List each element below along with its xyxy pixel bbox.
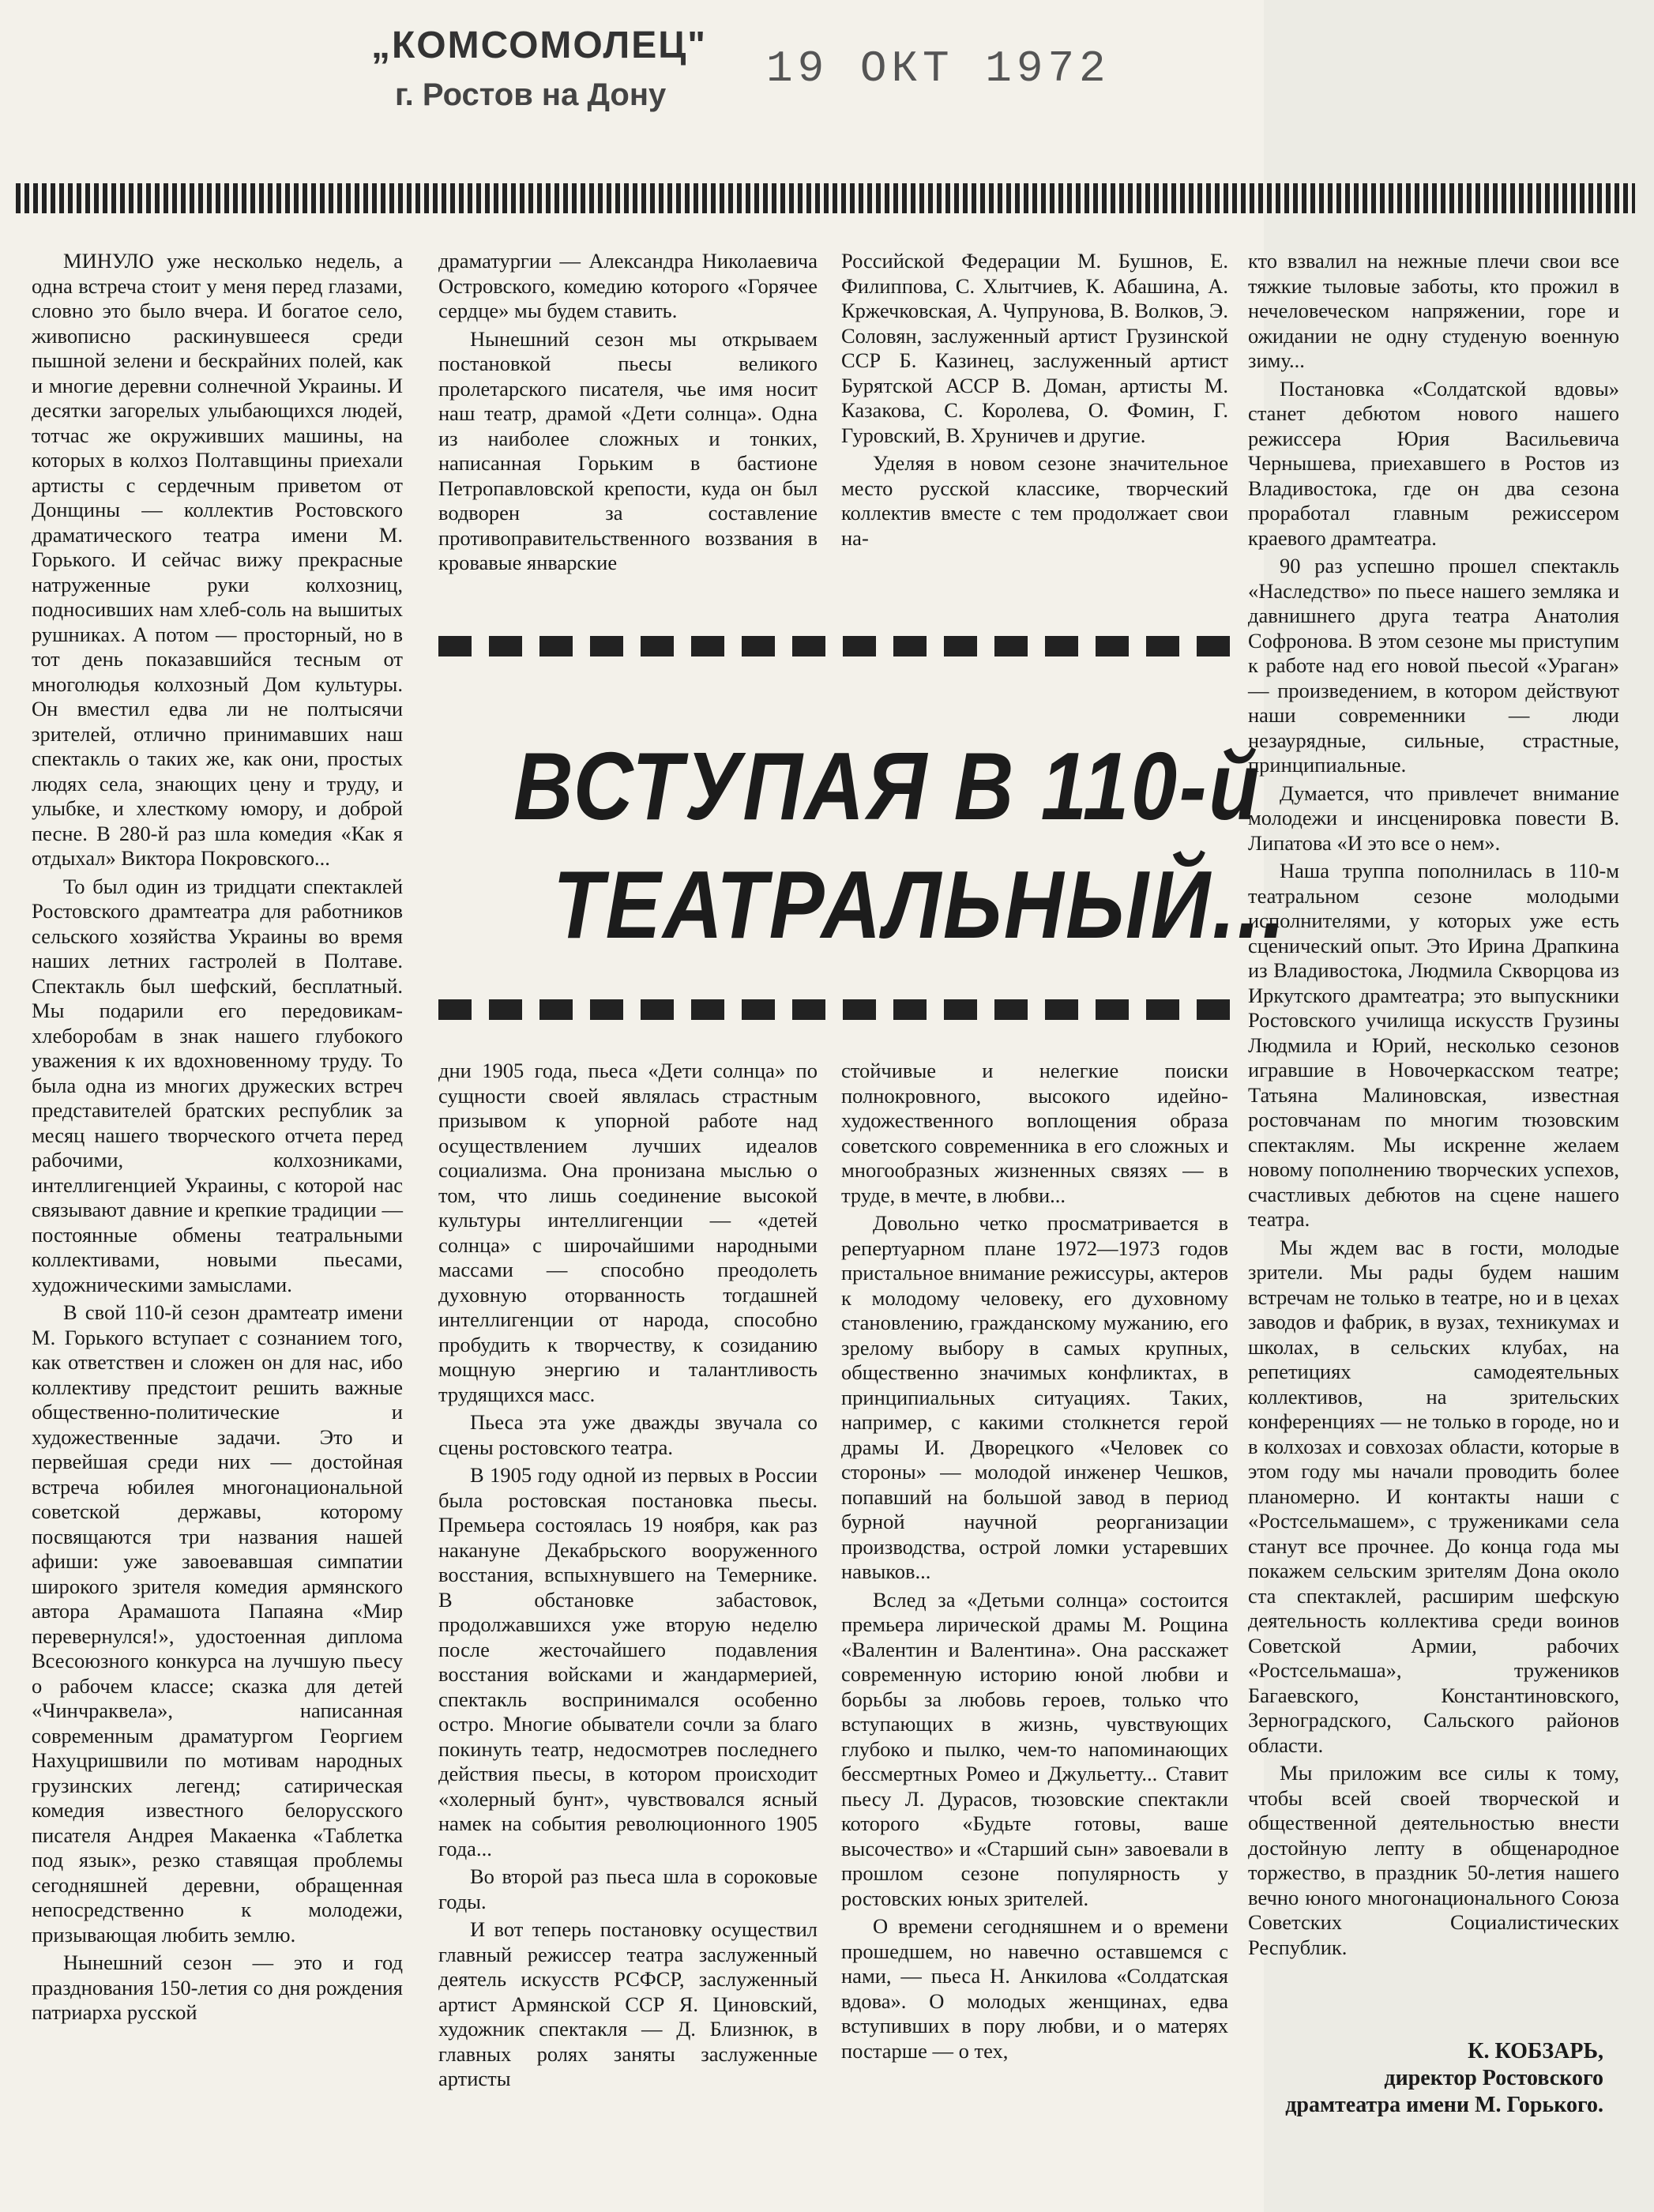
date-stamp: 19 ОКТ 1972 [766,43,1111,94]
headline-line-2: ТЕАТРАЛЬНЫЙ... [553,851,1287,958]
article-column-2-top [438,249,818,579]
paragraph: Во второй раз пьеса шла в сороковые годы. [438,1864,818,1913]
paragraph: И вот теперь постановку осуществил главный режиссер театра заслуженный деятель искусств РСФСР, заслуженный артист Армянской ССР Я. Циновский, художник спектакля — Д. Близнюк, в главных ролях заняты заслуженные артисты [438,1917,818,2090]
article-column-3-top [841,249,1228,554]
paragraph: В 1905 году одной из первых в России была ростовская постановка пьесы. Премьера состоялась 19 ноября, как раз накануне Декабрьского вооруженного восстания, вспыхнувшего на Темернике. В обстановке забастовок, продолжавшихся уже вторую неделю после жесточайшего подавления восстания войсками и жандармерией, спектакль воспринимался особенно остро. Многие обыватели сочли за благо покинуть театр, недосмотрев последнего действия пьесы, в котором происходит «холерный бунт», чувствовался ясный намек на события революционного 1905 года... [438,1463,818,1860]
newspaper-name: „КОМСОМОЛЕЦ" [371,24,708,66]
author-signature [1280,2038,1603,2119]
article-column-2-bottom [438,1059,818,2095]
paragraph: Мы приложим все силы к тому, чтобы всей своей творческой и общественной деятельностью внести достойную лепту в общенародное торжество, в праздник 50-летия нашего вечно юного многонационального Союза Советских Социалистических Республик. [1248,1761,1619,1959]
paragraph: Нынешний сезон — это и год празднования 150-летия со дня рождения патриарха русской [32,1951,403,2024]
paragraph: МИНУЛО уже несколько недель, а одна встреча стоит у меня перед глазами, словно это было вчера. И богатое село, живописно раскинувшееся среди пышной зелени и бескрайних полей, как и многие деревни солнечной Украины. И десятки загорелых улыбающихся людей, тотчас же окруживших машины, на которых в колхоз Полтавщины приехали артисты с сердечным приветом от Донщины — коллектив Ростовского драматического театра имени М. Горького. И сейчас вижу прекрасные натруженные руки колхозниц, подносивших нам хлеб-соль на вышитых рушниках. А потом — просторный, но в тот день показавшийся тесным от многолюдья колхозный Дом культуры. Он вместил едва ли не полтысячи зрителей, отлично принимавших наш спектакль о таких же, как они, простых людях села, знающих цену и труду, и улыбке, и хлесткому юмору, и доброй песне. В 280-й раз шла комедия «Как я отдыхал» Виктора Покровского... [32,249,403,870]
author-name: К. КОБЗАРЬ, [1468,2039,1603,2063]
paragraph: дни 1905 года, пьеса «Дети солнца» по сущности своей являлась страстным призывом к упорной работе над осуществлением лучших идеалов социализма. Она пронизана мыслью о том, что лишь соединение высокой культуры интеллигенции — «детей солнца» с широчайшими народными массами — способно преодолеть духовную оторванность тогдашней интеллигенции от народа, способно пробудить к творчеству, к созиданию мощную энергию и талантливость трудящихся масс. [438,1059,818,1406]
hatched-divider [16,183,1635,213]
paragraph: Довольно четко просматривается в репертуарном плане 1972—1973 годов пристальное внимание режиссуры, актеров к молодому человеку, его духовному становлению, гражданскому мужанию, его зрелому выбору в самых крупных, общественно значимых конфликтах, в принципиальных ситуациях. Таких, например, с какими столкнется герой драмы И. Дворецкого «Человек со стороны» — молодой инженер Чешков, попавший на большой завод в период бурной научной реорганизации производства, острой ломки устаревших навыков... [841,1211,1228,1583]
paragraph: Нынешний сезон мы открываем постановкой пьесы великого пролетарского писателя, чье имя носит наш театр, драмой «Дети солнца». Одна из наиболее сложных и тонких, написанная Горьким в бастионе Петропавловской крепости, куда он был водворен за составление противоправительственного воззвания в кровавые январские [438,326,818,574]
headline-dash-bottom [438,999,1236,1020]
article-column-4 [1248,249,1619,1963]
paragraph: Вслед за «Детьми солнца» состоится премьера лирической драмы М. Рощина «Валентин и Валентина». Она расскажет современную историю юной любви и борьбы за любовь героев, только что вступающих в жизнь, чувствующих глубоко и пылко, чем-то напоминающих бессмертных Ромео и Джульетту... Ставит пьесу Л. Дурасов, тюзовские спектакли которого «Будьте готовы, ваше высочество» и «Старший сын» завоевали в прошлом сезоне популярность у ростовских юных зрителей. [841,1587,1228,1910]
article-column-1 [32,249,403,2029]
paragraph: кто взвалил на нежные плечи свои все тяжкие тыловые заботы, кто прожил в нечеловеческом напряжении, горе и ожидании не одну студеную военную зиму... [1248,249,1619,372]
paragraph: О времени сегодняшнем и о времени прошедшем, но навечно оставшемся с нами, — пьеса Н. Анкилова «Солдатская вдова». О молодых женщинах, едва вступивших в пору любви, и о матерях постарше — о тех, [841,1914,1228,2063]
paragraph: Уделяя в новом сезоне значительное место русской классике, творческий коллектив вместе с тем продолжает свои на- [841,451,1228,550]
paragraph: Российской Федерации М. Бушнов, Е. Филиппова, С. Хлытчиев, К. Абашина, А. Кржечковская, А. Чупрунова, В. Волков, Э. Соловян, заслуженный артист Грузинской ССР Б. Казинец, заслуженный артист Бурятской АССР В. Доман, артисты М. Казакова, С. Королева, О. Фомин, Г. Гуровский, В. Хруничев и другие. [841,249,1228,447]
headline-line-1: ВСТУПАЯ В 110-й [513,732,1261,840]
paragraph: Мы ждем вас в гости, молодые зрители. Мы рады будем нашим встречам не только в театре, но и в цехах заводов и фабрик, в вузах, техникумах и школах, в сельских клубах, на репетициях самодеятельных коллективов, на зрительских конференциях — не только в городе, но и в колхозах и совхозах области, которые в этом году мы начали проводить более планомерно. И контакты наши с «Ростсельмашем», с тружениками села станут все прочнее. До конца года мы покажем сельским зрителям Дона около ста спектаклей, расширим шефскую деятельность коллектива среди воинов Советской Армии, рабочих «Ростсельмаша», тружеников Багаевского, Константиновского, Зерноградского, Сальского районов области. [1248,1235,1619,1757]
headline-dash-top [438,636,1236,656]
paragraph: драматургии — Александра Николаевича Островского, комедию которого «Горячее сердце» мы будем ставить. [438,249,818,322]
article-column-3-bottom [841,1059,1228,2067]
paragraph: То был один из тридцати спектаклей Ростовского драмтеатра для работников сельского хозяйства Украины во время наших летних гастролей в Полтаве. Спектакль был шефский, бесплатный. Мы подарили его передовикам-хлеборобам в знак нашего глубокого уважения к их вдохновенному труду. То была одна из многих дружеских встреч представителей братских республик за месяц нашего творческого отчета перед рабочими, колхозниками, интеллигенцией Украины, с которой нас связывают давние и крепкие традиции — постоянные обмены театральными коллективами, новыми пьесами, художническими замыслами. [32,874,403,1296]
paragraph: Думается, что привлечет внимание молодежи и инсценировка повести В. Липатова «И это все о нем». [1248,781,1619,855]
paragraph: Постановка «Солдатской вдовы» станет дебютом нового нашего режиссера Юрия Васильевича Чернышева, приехавшего в Ростов из Владивостока, где он два сезона проработал главным режиссером краевого драмтеатра. [1248,376,1619,550]
paragraph: Пьеса эта уже дважды звучала со сцены ростовского театра. [438,1410,818,1459]
paragraph: Наша труппа пополнилась в 110-м театральном сезоне молодыми исполнителями, у которых уже есть сценический опыт. Это Ирина Драпкина из Владивостока, Людмила Скворцова из Иркутского драмтеатра; это выпускники Ростовского училища искусств Грузины Людмила и Юрий, несколько сезонов игравшие в Новочеркасском театре; Татьяна Малиновская, известная ростовчанам по многим тюзовским спектаклям. Мы искренне желаем новому пополнению творческих успехов, счастливых дебютов на сцене нашего театра. [1248,859,1619,1231]
paragraph: 90 раз успешно прошел спектакль «Наследство» по пьесе нашего земляка и давнишнего друга театра Анатолия Софронова. В этом сезоне мы приступим к работе над его новой пьесой «Ураган» — произведением, в котором действуют наши современники — люди незаурядные, сильные, страстные, принципиальные. [1248,554,1619,777]
newspaper-city: г. Ростов на Дону [395,77,667,112]
author-title: директор Ростовского драмтеатра имени М. Горького. [1285,2066,1603,2117]
paragraph: стойчивые и нелегкие поиски полнокровного, высокого идейно-художественного воплощения образа советского современника в его сложных и многообразных жизненных связях — в труде, в мечте, в любви... [841,1059,1228,1207]
paragraph: В свой 110-й сезон драмтеатр имени М. Горького вступает с сознанием того, как ответствен и сложен он для нас, ибо коллективу предстоит решить важные общественно-политические и художественные задачи. Это и первейшая среди них — достойная встреча юбилея многонациональной советской державы, которому посвящаются три названия нашей афиши: уже завоевавшая симпатии широкого зрителя комедия армянского автора Арамашота Папаяна «Мир перевернулся!», удостоенная диплома Всесоюзного конкурса на лучшую пьесу о рабочем классе; сказка для детей «Чинчраквела», написанная современным драматургом Георгием Нахуцришвили по мотивам народных грузинских легенд; сатирическая комедия известного белорусского писателя Андрея Макаенка «Таблетка под язык», резко ставящая проблемы сегодняшней деревни, обращенная непосредственно к молодежи, призывающая любить землю. [32,1300,403,1947]
